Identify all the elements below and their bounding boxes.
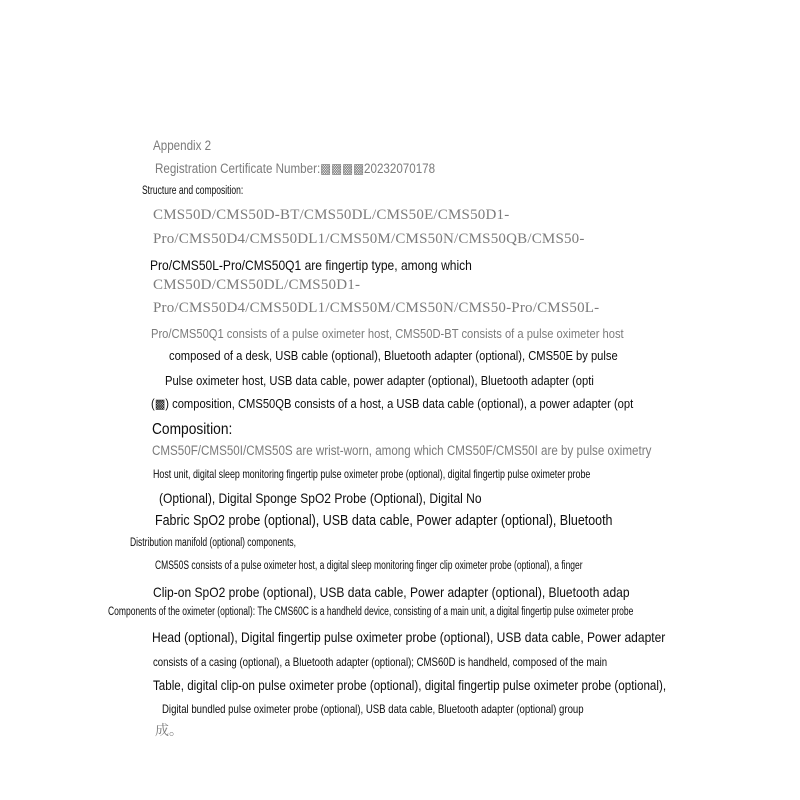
body-line-17: Components of the oximeter (optional): The CMS60C is a handheld device, consisting of a main unit, a digital fingertip pulse oximeter probe [108, 606, 634, 618]
body-line-15: CMS50S consists of a pulse oximeter host, a digital sleep monitoring finger clip oximeter probe (optional), a finger [155, 560, 583, 572]
appendix-label: Appendix 2 [153, 138, 212, 153]
model-list-line-4: CMS50D/CMS50DL/CMS50D1- [153, 277, 361, 293]
structure-heading: Structure and composition: [142, 185, 244, 197]
body-line-9: (▩) composition, CMS50QB consists of a host, a USB data cable (optional), a power adapter (opt [151, 396, 634, 411]
body-line-19: consists of a casing (optional), a Bluetooth adapter (optional); CMS60D is handheld, composed of the main [153, 655, 608, 669]
model-list-line-2: Pro/CMS50D4/CMS50DL1/CMS50M/CMS50N/CMS50QB/CMS50- [153, 231, 585, 247]
body-line-6: Pro/CMS50Q1 consists of a pulse oximeter host, CMS50D-BT consists of a pulse oximeter host [151, 326, 624, 341]
body-line-12: (Optional), Digital Sponge SpO2 Probe (Optional), Digital No [159, 490, 482, 506]
body-line-16: Clip-on SpO2 probe (optional), USB data cable, Power adapter (optional), Bluetooth adap [153, 584, 630, 600]
composition-heading: Composition: [152, 421, 233, 438]
body-line-18: Head (optional), Digital fingertip pulse oximeter probe (optional), USB data cable, Power adapter [152, 629, 666, 645]
body-line-11: Host unit, digital sleep monitoring fingertip pulse oximeter probe (optional), digital fingertip pulse oximeter probe [153, 467, 591, 481]
body-line-20: Table, digital clip-on pulse oximeter probe (optional), digital fingertip pulse oximeter probe (optional), [153, 678, 667, 693]
model-list-line-1: CMS50D/CMS50D-BT/CMS50DL/CMS50E/CMS50D1- [153, 207, 510, 223]
body-line-8: Pulse oximeter host, USB data cable, power adapter (optional), Bluetooth adapter (opti [165, 373, 594, 388]
registration-number: Registration Certificate Number:▩▩▩▩20232070178 [155, 161, 436, 176]
body-line-22: 成。 [155, 722, 183, 738]
model-list-line-5: Pro/CMS50D4/CMS50DL1/CMS50M/CMS50N/CMS50-Pro/CMS50L- [153, 300, 600, 316]
body-line-13: Fabric SpO2 probe (optional), USB data cable, Power adapter (optional), Bluetooth [155, 513, 613, 529]
body-line-10: CMS50F/CMS50I/CMS50S are wrist-worn, among which CMS50F/CMS50I are by pulse oximetry [152, 443, 652, 458]
body-line-3: Pro/CMS50L-Pro/CMS50Q1 are fingertip type, among which [150, 257, 472, 273]
body-line-21: Digital bundled pulse oximeter probe (optional), USB data cable, Bluetooth adapter (optional) group [162, 702, 584, 716]
body-line-14: Distribution manifold (optional) components, [130, 537, 297, 549]
body-line-7: composed of a desk, USB cable (optional), Bluetooth adapter (optional), CMS50E by pulse [169, 348, 618, 363]
